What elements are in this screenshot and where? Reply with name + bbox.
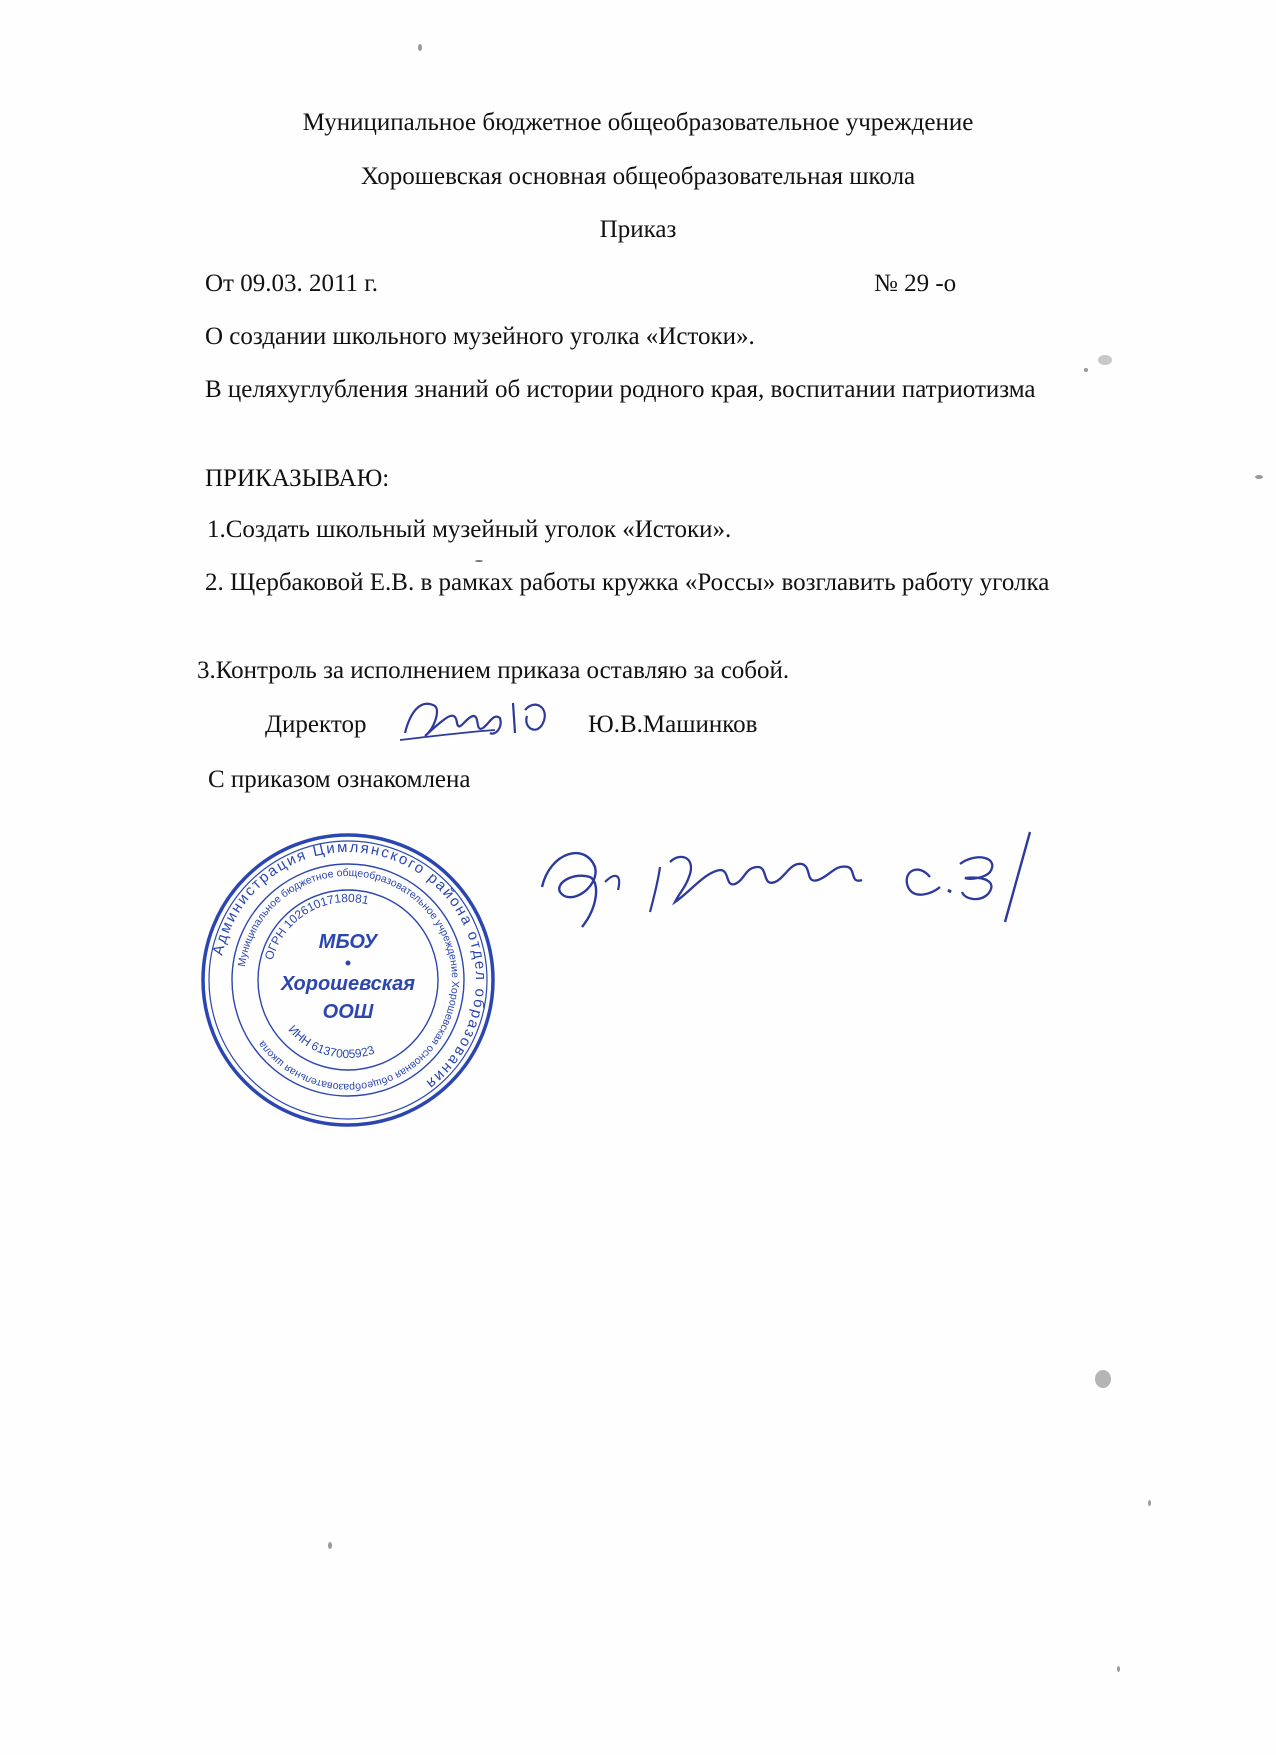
- scan-speck: [1084, 368, 1088, 372]
- order-date: От 09.03. 2011 г.: [205, 270, 378, 297]
- order-item-2: 2. Щербаковой Е.В. в рамках работы кружка «Россы» возглавить работу уголка: [205, 569, 1050, 596]
- stamp-center-dot: [346, 961, 351, 966]
- director-signature: [395, 688, 555, 758]
- scan-speck: [475, 560, 483, 562]
- official-stamp: [198, 830, 498, 1130]
- acknowledgement-signature: [530, 812, 1070, 942]
- scan-speck: [1255, 475, 1263, 479]
- director-name: Ю.В.Машинков: [588, 711, 758, 738]
- order-word: ПРИКАЗЫВАЮ:: [205, 465, 390, 492]
- order-preamble: В целяхуглубления знаний об истории родного края, воспитании патриотизма: [205, 376, 1036, 403]
- institution-line-1: Муниципальное бюджетное общеобразовательное учреждение: [302, 109, 974, 136]
- order-subject: О создании школьного музейного уголка «Истоки».: [205, 323, 755, 350]
- institution-line-2: Хорошевская основная общеобразовательная школа: [360, 163, 916, 190]
- stamp-inn: ИНН 6137005923: [285, 1022, 377, 1062]
- stamp-outer-text: Администрация Цимлянского района отдел образования: [209, 838, 490, 1094]
- stamp-inner-text: Муниципальное бюджетное общеобразовательное учреждение Хорошевская основная общеобразовательная школа: [235, 866, 462, 1094]
- scan-speck: [1148, 1500, 1151, 1506]
- order-item-1: 1.Создать школьный музейный уголок «Истоки».: [207, 516, 732, 543]
- scan-speck: [418, 44, 422, 51]
- order-item-3: 3.Контроль за исполнением приказа оставляю за собой.: [197, 657, 790, 684]
- scan-speck: [1098, 355, 1112, 365]
- scan-speck: [328, 1542, 332, 1549]
- stamp-center-line-1: МБОУ: [318, 931, 378, 953]
- stamp-center-line-3: ООШ: [322, 1001, 374, 1023]
- document-type: Приказ: [599, 216, 677, 243]
- scan-speck: [1117, 1666, 1120, 1672]
- stamp-center-line-2: Хорошевская: [280, 973, 416, 995]
- stamp-ogrn: ОГРН 1026101718081: [261, 890, 371, 962]
- director-title: Директор: [265, 711, 367, 738]
- order-number: № 29 -о: [874, 270, 957, 297]
- scan-speck: [1095, 1370, 1111, 1388]
- acknowledgement-label: С приказом ознакомлена: [208, 766, 471, 793]
